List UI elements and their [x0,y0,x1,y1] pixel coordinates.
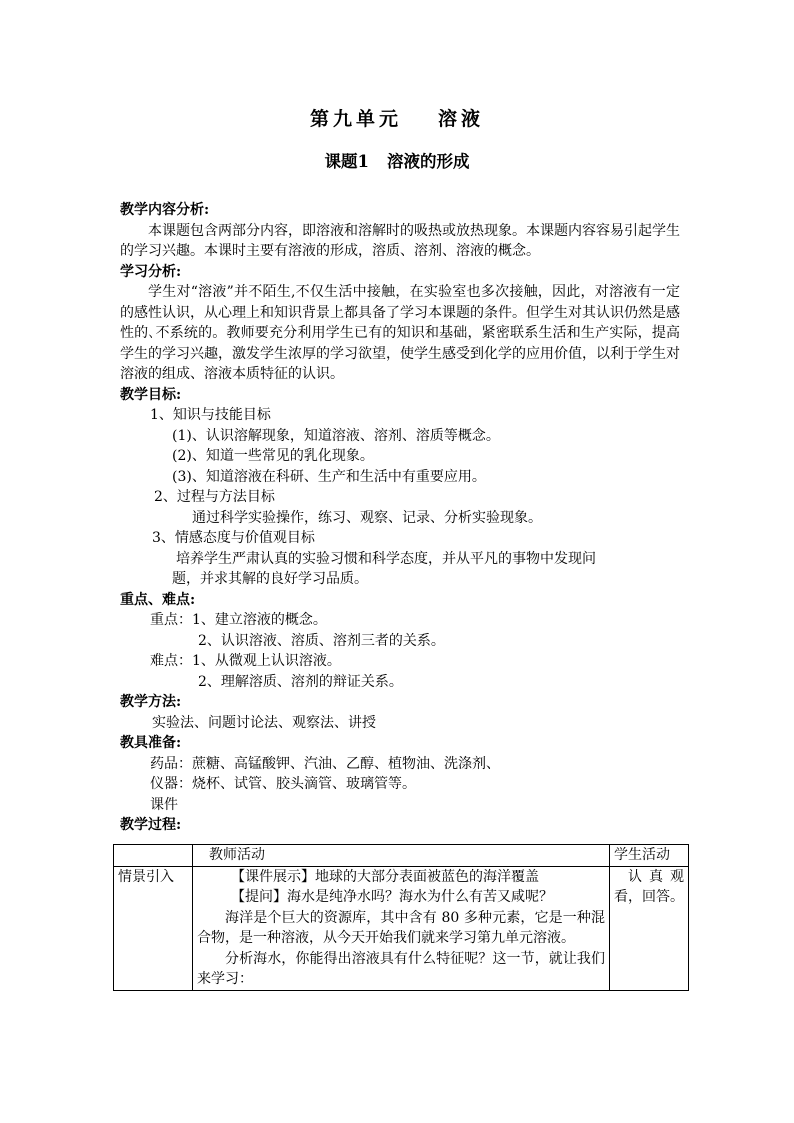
goal-knowledge-1: (1)、认识溶解现象，知道溶液、溶剂、溶质等概念。 [172,427,500,444]
goal-attitude-1: 培养学生严肃认真的实验习惯和科学态度，并从平凡的事物中发现问 [176,550,596,567]
tools-instruments: 仪器：烧杯、试管、胶头滴管、玻璃管等。 [150,776,416,792]
learning-text: 学生对“溶液”并不陌生,不仅生活中接触，在实验室也多次接触，因此，对溶液有一定的感性认识，从心理上和知识背景上都具备了学习本课题的条件。但学生对其认识仍然是感性的､不系统的。教师要充分利用学生已有的知识和基础，紧密联系生活和生产实际，提高学生的学习兴趣，激发学生浓厚的学习欲望，使学生感受到化学的应用价值，以利于学生对溶液的组成、溶液本质特征的认识。 [120,284,680,382]
teacher-courseware: 【课件展示】地球的大部分表面被蓝色的海洋覆盖 [231,868,539,885]
keys-heading: 重点、难点: [120,591,196,608]
tools-drugs: 药品：蔗糖、高锰酸钾、汽油、乙醇、植物油、洗涤剂、 [150,755,500,772]
teacher-explain: 海洋是个巨大的资源库，其中含有 80 多种元素，它是一种混合物，是一种溶液，从今天开始我们就来学习第九单元溶液。 [197,909,605,946]
analysis-heading: 教学内容分析: [120,202,210,218]
lesson-name: 溶液的形成 [386,152,470,171]
goal-knowledge-2: (2)、知道一些常见的乳化现象。 [172,448,374,464]
unit-title [0,104,794,131]
goals-heading: 教学目标: [120,386,182,403]
tools-courseware: 课件 [150,796,178,813]
goal-attitude: 3、情感态度与价值观目标 [152,530,315,546]
table-row [114,866,689,990]
teacher-analyze: 分析海水，你能得出溶液具有什么特征呢？这一节，就让我们来学习： [197,950,605,987]
key-point-2: 2、认识溶液、溶质、溶剂三者的关系。 [198,632,445,649]
unit-subject: 溶液 [438,108,485,130]
goal-knowledge: 1、知识与技能目标 [150,407,271,423]
lesson-label: 课题1 [324,152,369,171]
difficulty-1: 难点：1、从微观上认识溶液。 [150,653,341,669]
goal-process-1: 通过科学实验操作，练习、观察、记录、分析实验现象。 [192,509,542,526]
header-teacher: 教师活动 [193,845,610,867]
student-activity: 认真观看，回答。 [614,868,684,905]
stage-cell: 情景引入 [114,866,193,990]
lesson-title [0,148,794,172]
goal-attitude-2: 题，并求其解的良好学习品质。 [172,571,368,587]
header-stage [114,845,193,867]
goal-process: 2、过程与方法目标 [154,489,275,505]
student-cell [610,866,689,990]
methods-heading: 教学方法: [120,694,182,710]
process-table [113,844,689,991]
teacher-question: 【提问】海水是纯净水吗？海水为什么有苦又咸呢？ [231,889,553,905]
header-student: 学生活动 [610,845,689,867]
unit-number: 第九单元 [309,108,402,130]
tools-heading: 教具准备: [120,735,182,751]
process-heading: 教学过程: [120,817,182,833]
lesson-plan-body [120,200,680,836]
goal-knowledge-3: (3)、知道溶液在科研、生产和生活中有重要应用。 [172,468,486,485]
analysis-text: 本课题包含两部分内容，即溶液和溶解时的吸热或放热现象。本课题内容容易引起学生的学习兴趣。本课时主要有溶液的形成，溶质、溶剂、溶液的概念。 [120,222,680,259]
learning-heading: 学习分析: [120,263,182,280]
teacher-cell [193,866,610,990]
table-header-row [114,845,689,867]
key-point-1: 重点：1、建立溶液的概念。 [150,612,327,628]
methods-text: 实验法、问题讨论法、观察法、讲授 [152,714,376,731]
difficulty-2: 2、理解溶质、溶剂的辩证关系。 [198,673,403,690]
